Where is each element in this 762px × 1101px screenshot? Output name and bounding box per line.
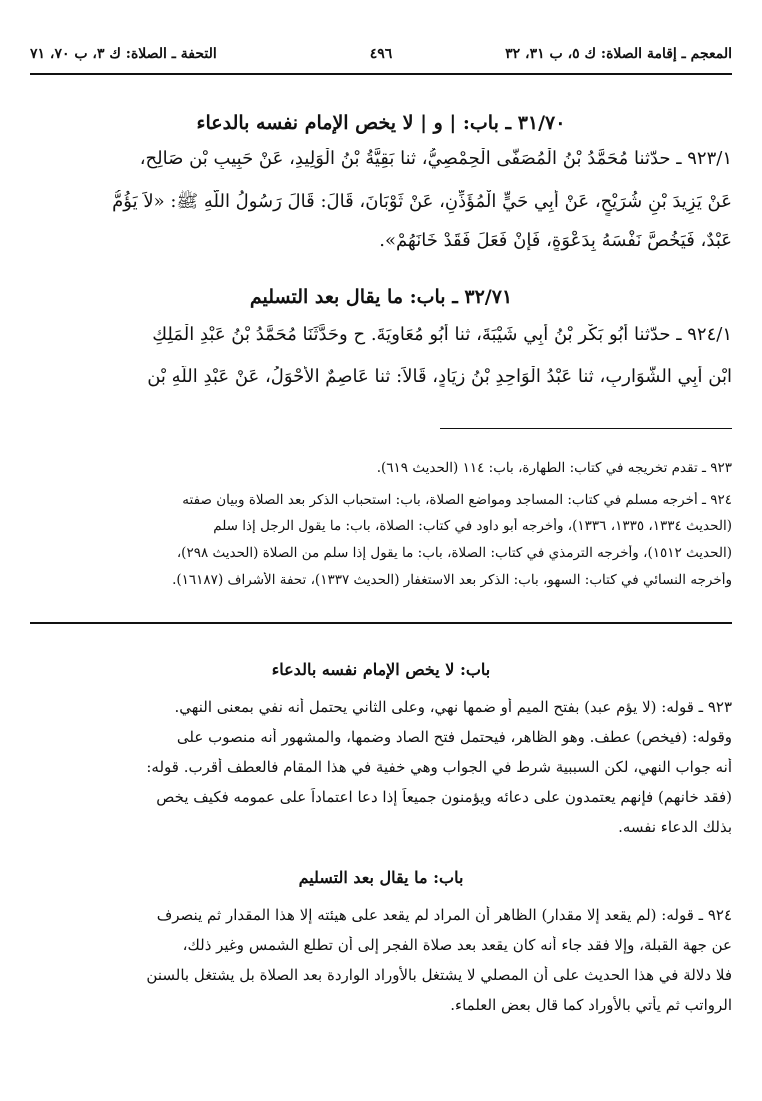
hadith-924-line-1: ٩٢٤/١ ـ حدّثنا أَبُو بَكْرِ بْنُ أَبِي شَيْبَةَ، ثنا أَبُو مُعَاوِيَةَ. ح وحَدَّثَنَا مُحَمَّدُ بْنُ عَبْدِ الْمَلِكِ — [152, 324, 732, 345]
commentary-heading-1: باب: لا يخص الإمام نفسه بالدعاء — [271, 660, 491, 679]
commentary-separator — [30, 622, 732, 624]
commentary-924-line-4: الرواتب ثم يأتي بالأوراد كما قال بعض العلماء. — [450, 996, 732, 1014]
header-right-reference: المعجم ـ إقامة الصلاة: ك ٥، ب ٣١، ٣٢ — [505, 46, 732, 62]
footnote-924-line-3: (الحديث ١٥١٢)، وأخرجه الترمذي في كتاب: الصلاة، باب: ما يقول إذا سلم من الصلاة (الحديث ٢٩٨)، — [176, 545, 732, 561]
footnote-924-line-2: (الحديث ١٣٣٤، ١٣٣٥، ١٣٣٦)، وأخرجه أبو داود في كتاب: الصلاة، باب: ما يقول الرجل إذا سلم — [213, 518, 732, 534]
commentary-923-line-2: وقوله: (فيخص) عطف. وهو الظاهر، فيحتمل فتح الصاد وضمها، والمشهور أنه منصوب على — [176, 728, 732, 746]
page-number: ٤٩٦ — [369, 46, 393, 62]
hadith-923-line-3: عَبْدٌ، فَيَخُصَّ نَفْسَهُ بِدَعْوَةٍ، فَإِنْ فَعَلَ فَقَدْ خَانَهُمْ». — [379, 230, 732, 251]
footnote-924-line-1: ٩٢٤ ـ أخرجه مسلم في كتاب: المساجد ومواضع الصلاة، باب: استحباب الذكر بعد الصلاة وبيان صفته — [182, 492, 732, 508]
commentary-924-line-1: ٩٢٤ ـ قوله: (لم يقعد إلا مقدار) الظاهر أن المراد لم يقعد على هيئته إلا هذا المقدار ثم ينصرف — [156, 906, 732, 924]
header-rule — [30, 73, 732, 75]
commentary-heading-2: باب: ما يقال بعد التسليم — [298, 868, 464, 887]
footnote-923: ٩٢٣ ـ تقدم تخريجه في كتاب: الطهارة، باب: ١١٤ (الحديث ٦١٩). — [376, 460, 732, 476]
running-header — [30, 46, 732, 68]
header-left-reference: التحفة ـ الصلاة: ك ٣، ب ٧٠، ٧١ — [30, 46, 217, 62]
footnote-separator — [440, 428, 732, 429]
commentary-923-line-3: أنه جواب النهي، لكن السببية شرط في الجواب وهي خفية في هذا المقام فالعطف أقرب. قوله: — [146, 758, 732, 776]
hadith-923-line-2: عَنْ يَزِيدَ بْنِ شُرَيْحٍ، عَنْ أَبِي حَيٍّ الْمُؤَذِّنِ، عَنْ ثَوْبَانَ، قَالَ: قَالَ رَسُولُ اللَّهِ ﷺ: «لاَ يَؤُمُّ — [112, 191, 732, 212]
commentary-923-line-5: بذلك الدعاء نفسه. — [618, 818, 732, 836]
commentary-923-line-4: (فقد خانهم) فإنهم يعتمدون على دعائه ويؤمنون جميعاً إذا دعا اعتماداً على عمومه فكيف يخص — [156, 788, 732, 806]
commentary-924-line-2: عن جهة القبلة، وإلا فقد جاء أنه كان يقعد بعد صلاة الفجر إلى أن تطلع الشمس وغير ذلك، — [182, 936, 732, 954]
chapter-heading-31: ٣١/٧٠ ـ باب: | و | لا يخص الإمام نفسه بالدعاء — [196, 112, 566, 134]
commentary-924-line-3: فلا دلالة في هذا الحديث على أن المصلي لا يشتغل بالأوراد الواردة بعد الصلاة بل يشتغل بالسنن — [146, 966, 732, 984]
chapter-heading-32: ٣٢/٧١ ـ باب: ما يقال بعد التسليم — [249, 286, 513, 308]
footnote-924-line-4: وأخرجه النسائي في كتاب: السهو، باب: الذكر بعد الاستغفار (الحديث ١٣٣٧)، تحفة الأشراف (١٦١٨٧). — [172, 572, 732, 588]
commentary-923-line-1: ٩٢٣ ـ قوله: (لا يؤم عبد) بفتح الميم أو ضمها نهي، وعلى الثاني يحتمل أنه نفي بمعنى النهي. — [174, 698, 732, 716]
hadith-924-line-2: ابْنِ أَبِي الشَّوَارِبِ، ثنا عَبْدُ الْوَاحِدِ بْنُ زِيَادٍ، قَالاَ: ثنا عَاصِمٌ الأَحْوَلُ، عَنْ عَبْدِ اللَّهِ بْنِ — [147, 366, 732, 387]
hadith-923-line-1: ٩٢٣/١ ـ حدّثنا مُحَمَّدُ بْنُ الْمُصَفَّى الْحِمْصِيُّ، ثنا بَقِيَّةُ بْنُ الْوَلِيدِ، عَنْ حَبِيبِ بْنِ صَالِحٍ، — [139, 148, 732, 169]
